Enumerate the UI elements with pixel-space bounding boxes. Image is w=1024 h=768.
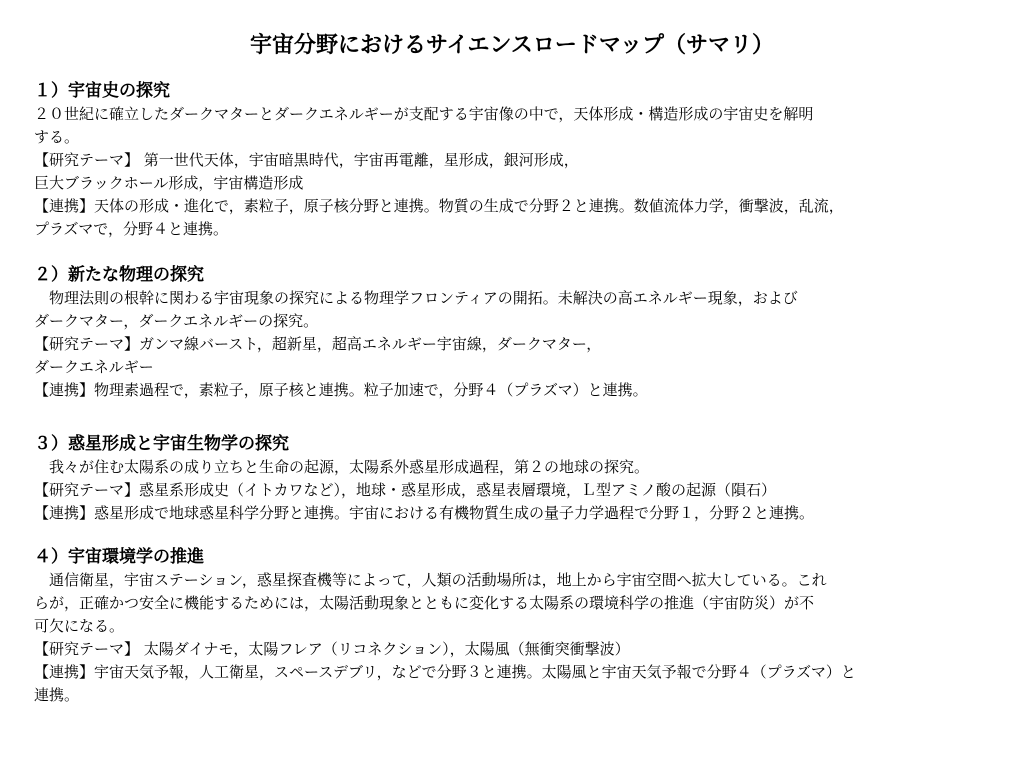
section-heading: ３）惑星形成と宇宙生物学の探究	[34, 434, 289, 454]
page-title: 宇宙分野におけるサイエンスロードマップ（サマリ）	[249, 33, 775, 58]
section-space-environment	[34, 545, 1009, 707]
collaboration-line: 連携。	[34, 686, 80, 704]
section-planet-formation-astrobiology	[34, 432, 1009, 525]
section-heading: １）宇宙史の探究	[34, 81, 170, 101]
research-themes-line: 【研究テーマ】 第一世代天体，宇宙暗黒時代，宇宙再電離，星形成，銀河形成，	[34, 151, 579, 169]
collaboration-line: 【連携】物理素過程で，素粒子，原子核と連携。粒子加速で，分野４（プラズマ）と連携。	[34, 381, 648, 399]
research-themes-line: ダークエネルギー	[34, 358, 154, 376]
body-line: 可欠になる。	[34, 617, 125, 635]
section-heading: ４）宇宙環境学の推進	[34, 547, 204, 567]
collaboration-line: プラズマで，分野４と連携。	[34, 220, 228, 238]
research-themes-line: 巨大ブラックホール形成，宇宙構造形成	[34, 174, 304, 192]
section-body	[34, 287, 1009, 402]
body-line: ダークマター，ダークエネルギーの探究。	[34, 312, 319, 330]
body-line: 我々が住む太陽系の成り立ちと生命の起源，太陽系外惑星形成過程，第２の地球の探究。	[49, 458, 650, 476]
body-line: 通信衛星，宇宙ステーション，惑星探査機等によって，人類の活動場所は，地上から宇宙空間へ拡大している。これ	[49, 571, 827, 589]
body-line: らが，正確かつ安全に機能するためには，太陽活動現象とともに変化する太陽系の環境科学の推進（宇宙防災）が不	[34, 594, 815, 612]
research-themes-line: 【研究テーマ】惑星系形成史（イトカワなど），地球・惑星形成，惑星表層環境，Ｌ型アミノ酸の起源（隕石）	[34, 481, 777, 499]
body-line: する。	[34, 128, 80, 146]
research-themes-line: 【研究テーマ】 太陽ダイナモ，太陽フレア（リコネクション），太陽風（無衝突衝撃波）	[34, 640, 630, 658]
collaboration-line: 【連携】天体の形成・進化で，素粒子，原子核分野と連携。物質の生成で分野２と連携。数値流体力学，衝撃波，乱流，	[34, 197, 844, 215]
section-body	[34, 103, 1009, 241]
section-body	[34, 456, 1009, 525]
collaboration-line: 【連携】宇宙天気予報，人工衛星，スペースデブリ，などで分野３と連携。太陽風と宇宙天気予報で分野４（プラズマ）と	[34, 663, 856, 681]
research-themes-line: 【研究テーマ】ガンマ線バースト，超新星，超高エネルギー宇宙線，ダークマター，	[34, 335, 602, 353]
section-new-physics	[34, 263, 1009, 402]
collaboration-line: 【連携】惑星形成で地球惑星科学分野と連携。宇宙における有機物質生成の量子力学過程で分野１，分野２と連携。	[34, 504, 815, 522]
section-heading: ２）新たな物理の探究	[34, 265, 204, 285]
body-line: 物理法則の根幹に関わる宇宙現象の探究による物理学フロンティアの開拓。未解決の高エネルギー現象，および	[49, 289, 798, 307]
section-cosmic-history	[34, 79, 1009, 241]
body-line: ２０世紀に確立したダークマターとダークエネルギーが支配する宇宙像の中で，天体形成・構造形成の宇宙史を解明	[34, 105, 814, 123]
section-body	[34, 569, 1009, 707]
